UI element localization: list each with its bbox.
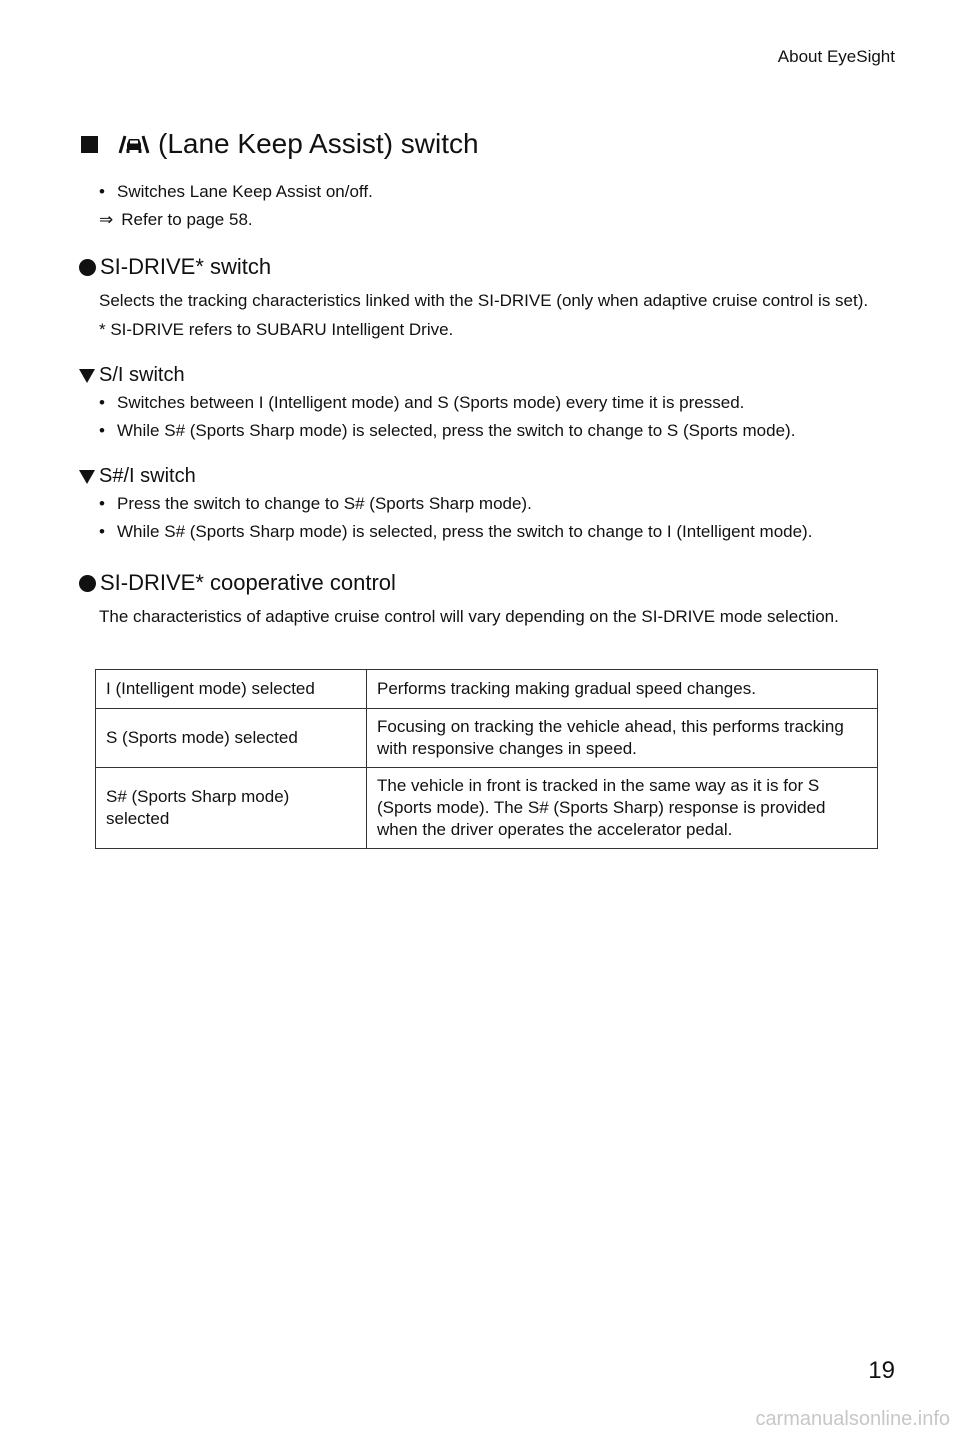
list-item [99,178,895,206]
heading-text: S#/I switch [99,465,196,487]
table-cell-mode: S# (Sports Sharp mode) selected [96,768,367,849]
heading-si-drive-switch [79,254,895,280]
list-item [99,518,895,546]
list-item [99,490,895,518]
table-cell-description: Focusing on tracking the vehicle ahead, this performs tracking with responsive changes in speed. [367,709,878,768]
mode-table [95,669,878,849]
bullet-dot-icon: • [99,494,105,513]
heading-cooperative-control [79,570,895,596]
list-item-text: While S# (Sports Sharp mode) is selected, press the switch to change to S (Sports mode). [117,421,796,440]
heading-text: SI-DRIVE* cooperative control [100,570,396,595]
list-item-text: Press the switch to change to S# (Sports Sharp mode). [117,494,532,513]
bullet-dot-icon: • [99,182,105,201]
list-item [99,417,895,445]
triangle-down-icon [79,369,95,383]
section-title-text: (Lane Keep Assist) switch [158,128,479,159]
list-item [99,389,895,417]
section-title [79,128,895,160]
circle-bullet-icon [79,259,96,276]
table-cell-mode: I (Intelligent mode) selected [96,670,367,709]
table-cell-mode: S (Sports mode) selected [96,709,367,768]
reference-text: Refer to page 58. [121,210,253,229]
page-header: About EyeSight [777,47,895,66]
page-number: 19 [868,1357,895,1384]
list-item-text: While S# (Sports Sharp mode) is selected, press the switch to change to I (Intelligent mode). [117,522,813,541]
heading-text: SI-DRIVE* switch [100,254,272,279]
bullet-dot-icon: • [99,421,105,440]
circle-bullet-icon [79,575,96,592]
table-cell-description: Performs tracking making gradual speed changes. [367,670,878,709]
paragraph: Selects the tracking characteristics linked with the SI-DRIVE (only when adaptive cruise control is set). [99,291,869,310]
bullet-dot-icon: • [99,393,105,412]
paragraph: The characteristics of adaptive cruise control will vary depending on the SI-DRIVE mode selection. [99,607,839,626]
reference-arrow-icon: ⇒ [99,210,114,229]
watermark: carmanualsonline.info [755,1408,950,1430]
footnote: * SI-DRIVE refers to SUBARU Intelligent Drive. [99,320,454,339]
table-row [96,768,878,849]
bullet-dot-icon: • [99,522,105,541]
list-item-text: Switches Lane Keep Assist on/off. [117,182,373,201]
heading-si-switch [79,364,895,387]
page-content [79,128,895,849]
heading-ssharp-switch [79,465,895,488]
table-row [96,670,878,709]
heading-text: S/I switch [99,364,185,386]
square-bullet-icon [81,136,98,153]
list-item-text: Switches between I (Intelligent mode) and S (Sports mode) every time it is pressed. [117,393,745,412]
triangle-down-icon [79,470,95,484]
lane-keep-assist-icon [116,131,152,157]
table-row [96,709,878,768]
page-reference [99,210,895,230]
table-cell-description: The vehicle in front is tracked in the same way as it is for S (Sports mode). The S# (Sports Sharp) response is provided when the driver operates the accelerator pedal. [367,768,878,849]
